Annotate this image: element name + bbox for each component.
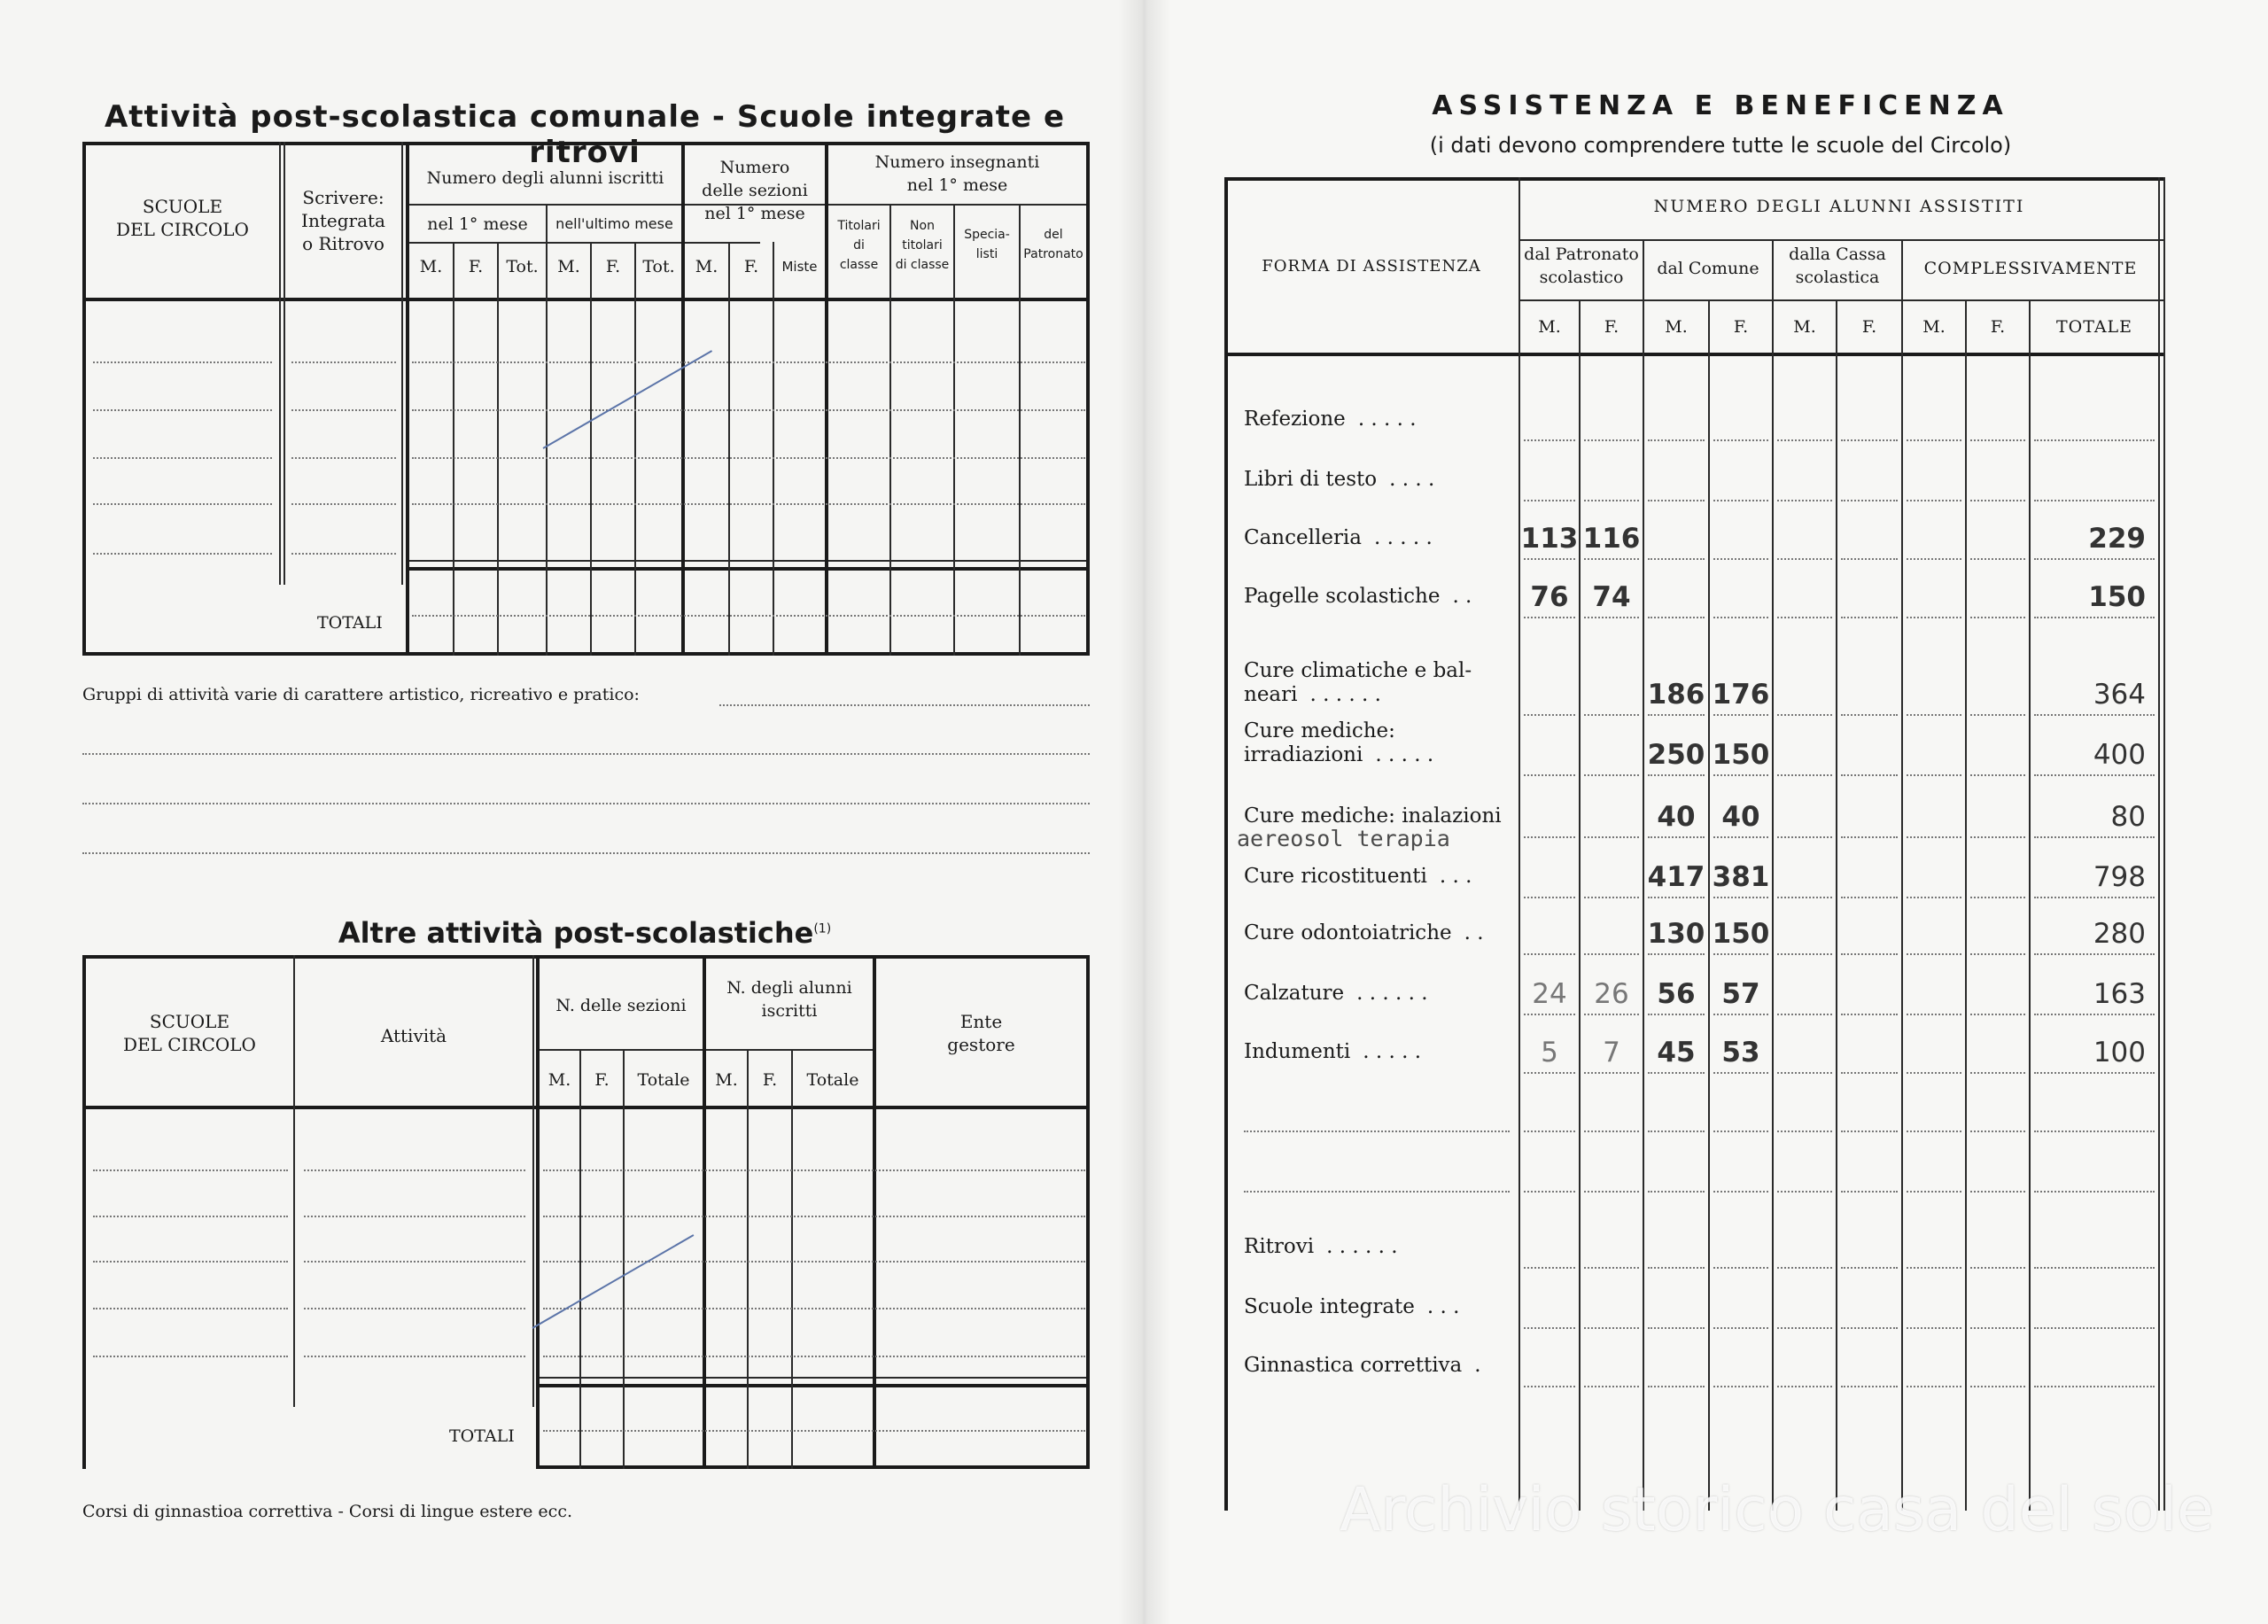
hdr-totale: Totale [806, 1070, 859, 1090]
row-label-dots: . . . . . . [1326, 1235, 1398, 1258]
value-tot: 798 [2093, 861, 2146, 893]
value-tot: 150 [2088, 581, 2146, 613]
hdr-f: F. [743, 257, 759, 276]
hdr-m: M. [1665, 317, 1688, 337]
row-label-text: Cure mediche: irradiazioni [1244, 719, 1395, 766]
hdr-m: M. [548, 1070, 571, 1090]
value-tot: 280 [2093, 918, 2146, 950]
value-cf: 176 [1712, 679, 1770, 711]
col-ente-gestore: Ente gestore [947, 1011, 1015, 1055]
totali-label: TOTALI [449, 1426, 515, 1446]
hdr-f: F. [762, 1070, 778, 1090]
value-cf: 381 [1712, 861, 1770, 893]
value-pm: 24 [1532, 978, 1567, 1010]
hdr-f: F. [1733, 317, 1749, 337]
hdr-titolari: Titolari di classe [837, 219, 881, 272]
value-pm: 113 [1520, 523, 1579, 555]
row-label-text: Ginnastica correttiva [1244, 1354, 1463, 1377]
row-label [1244, 408, 1510, 431]
row-label-text: Cure mediche: inalazioni [1244, 804, 1502, 828]
value-tot: 163 [2093, 978, 2146, 1010]
value-cf: 150 [1712, 739, 1770, 771]
row-label-dots: . . [1452, 585, 1472, 608]
sub-ultimo-mese: nell'ultimo mese [555, 215, 673, 232]
page-subtitle: (i dati devono comprendere tutte le scuole del Circolo) [1429, 133, 2012, 158]
col-complessivamente: COMPLESSIVAMENTE [1923, 259, 2138, 278]
row-label-dots: . . . . [1389, 468, 1435, 491]
value-cf: 57 [1721, 978, 1760, 1010]
value-tot: 229 [2088, 523, 2146, 555]
value-cm: 40 [1657, 801, 1696, 833]
hdr-m: M. [1793, 317, 1816, 337]
page-title-right: ASSISTENZA E BENEFICENZA [1432, 90, 2009, 121]
right-page [1145, 0, 2268, 1624]
row-label-dots: . . . [1426, 1295, 1460, 1318]
hdr-patronato: del Patronato [1023, 228, 1084, 261]
hdr-f: F. [1861, 317, 1877, 337]
hdr-totale: TOTALE [2055, 317, 2133, 337]
row-label [1244, 719, 1510, 767]
row-label-text: Libri di testo [1244, 468, 1378, 491]
row-label [1244, 921, 1510, 945]
value-pm: 76 [1530, 581, 1569, 613]
totali-label: TOTALI [317, 613, 383, 633]
value-tot: 400 [2093, 739, 2146, 771]
row-label-text: Scuole integrate [1244, 1295, 1415, 1318]
row-label [1244, 804, 1510, 828]
row-label [1244, 526, 1510, 550]
col-n-sezioni: N. delle sezioni [555, 996, 687, 1015]
section-title-altre [80, 916, 1090, 950]
row-label [1244, 585, 1510, 609]
row-label-dots: . . . . . [1363, 1040, 1422, 1063]
hdr-f: F. [594, 1070, 610, 1090]
hdr-m: M. [419, 257, 443, 276]
hdr-m: M. [1922, 317, 1946, 337]
value-cf: 40 [1721, 801, 1760, 833]
row-label [1244, 468, 1510, 492]
row-label [1244, 1235, 1510, 1259]
hdr-m: M. [1538, 317, 1561, 337]
hdr-m: M. [695, 257, 718, 276]
value-cf: 53 [1721, 1037, 1760, 1068]
row-label-text: Cure ricostituenti [1244, 865, 1427, 888]
row-label [1244, 1295, 1510, 1319]
row-label-text: Pagelle scolastiche [1244, 585, 1441, 608]
row-label-dots: . . . [1439, 865, 1472, 888]
gruppi-label: Gruppi di attività varie di carattere artistico, ricreativo e pratico: [82, 685, 640, 704]
col-scrivere: Scrivere: Integrata o Ritrovo [301, 187, 385, 254]
row-label-dots: . . . . . . [1309, 683, 1381, 706]
row-label-text: Cure climatiche e bal- neari [1244, 659, 1472, 706]
col-numero-alunni: Numero degli alunni iscritti [426, 168, 664, 188]
hdr-f: F. [1990, 317, 2006, 337]
row-label-text: Refezione [1244, 408, 1346, 431]
hdr-f: F. [605, 257, 621, 276]
row-label-dots: . . . . . [1357, 408, 1417, 431]
row-label-dots: . . . . . . [1356, 982, 1428, 1005]
section-title-altre-text: Altre attività post-scolastiche [338, 916, 814, 950]
sub-primo-mese: nel 1° mese [427, 214, 528, 234]
hdr-tot: Tot. [642, 257, 675, 276]
row-label-text: Ritrovi [1244, 1235, 1315, 1258]
col-cassa: dalla Cassa scolastica [1789, 245, 1886, 287]
table-post-scolastica [82, 142, 1090, 656]
hdr-totale: Totale [637, 1070, 690, 1090]
value-cm: 130 [1647, 918, 1705, 950]
footnote-ref: (1) [813, 921, 832, 936]
value-pf: 74 [1592, 581, 1631, 613]
hdr-f: F. [1604, 317, 1619, 337]
value-pm: 5 [1541, 1037, 1558, 1068]
row-label-dots: . . . . . [1375, 743, 1434, 766]
value-pf: 26 [1594, 978, 1629, 1010]
value-pf: 116 [1582, 523, 1641, 555]
row-label-dots: . . [1464, 921, 1484, 944]
row-label-text: Indumenti [1244, 1040, 1351, 1063]
col-numero-insegnanti: Numero insegnanti nel 1° mese [874, 152, 1040, 195]
row-label [1244, 1354, 1510, 1378]
table-assistenza [1224, 177, 2163, 1511]
hdr-m: M. [557, 257, 580, 276]
cancel-stroke [532, 1234, 695, 1329]
archive-watermark: Archivio storico casa del sole [1340, 1475, 2214, 1545]
hdr-miste: Miste [781, 259, 818, 275]
col-attivita: Attività [380, 1025, 447, 1046]
col-numero-sezioni: Numero delle sezioni nel 1° mese [702, 158, 808, 223]
row-label-dots: . [1474, 1354, 1481, 1377]
row-label-text: Cancelleria [1244, 526, 1363, 549]
value-cm: 56 [1657, 978, 1696, 1010]
footnote: Corsi di ginnastioa correttiva - Corsi di lingue estere ecc. [82, 1502, 572, 1521]
row-label [1244, 1040, 1510, 1064]
col-scuole-del-circolo: SCUOLE DEL CIRCOLO [116, 196, 249, 240]
value-cm: 250 [1647, 739, 1705, 771]
value-tot: 364 [2093, 679, 2146, 711]
row-label [1244, 659, 1510, 707]
col-comune: dal Comune [1657, 259, 1759, 278]
row-label [1244, 982, 1510, 1006]
value-cm: 417 [1647, 861, 1705, 893]
hdr-m: M. [715, 1070, 738, 1090]
table-altre-attivita [82, 955, 1090, 1469]
page-title-left: Attività post-scolastica comunale - Scuole integrate e ritrovi [104, 99, 1066, 170]
page-fold [1118, 0, 1171, 1624]
col-scuole-del-circolo: SCUOLE DEL CIRCOLO [123, 1011, 256, 1055]
value-pf: 7 [1603, 1037, 1620, 1068]
value-tot: 80 [2110, 801, 2146, 833]
row-label-text: Calzature [1244, 982, 1345, 1005]
row-label [1244, 865, 1510, 889]
value-cf: 150 [1712, 918, 1770, 950]
col-numero-alunni-assistiti: NUMERO DEGLI ALUNNI ASSISTITI [1653, 197, 2025, 216]
value-tot: 100 [2093, 1037, 2146, 1068]
col-patronato: dal Patronato scolastico [1524, 245, 1639, 287]
col-n-alunni: N. degli alunni iscritti [726, 978, 852, 1021]
hdr-f: F. [468, 257, 484, 276]
hdr-specialisti: Specia- listi [964, 228, 1010, 261]
row-label-dots: . . . . . [1374, 526, 1433, 549]
hdr-non-titolari: Non titolari di classe [895, 219, 950, 272]
col-forma-assistenza: FORMA DI ASSISTENZA [1262, 257, 1481, 276]
hdr-tot: Tot. [506, 257, 539, 276]
cancel-stroke [543, 350, 713, 449]
value-cm: 186 [1647, 679, 1705, 711]
value-cm: 45 [1657, 1037, 1696, 1068]
row-label-stamp: aereosol terapia [1237, 826, 1450, 851]
row-label-text: Cure odontoiatriche [1244, 921, 1452, 944]
